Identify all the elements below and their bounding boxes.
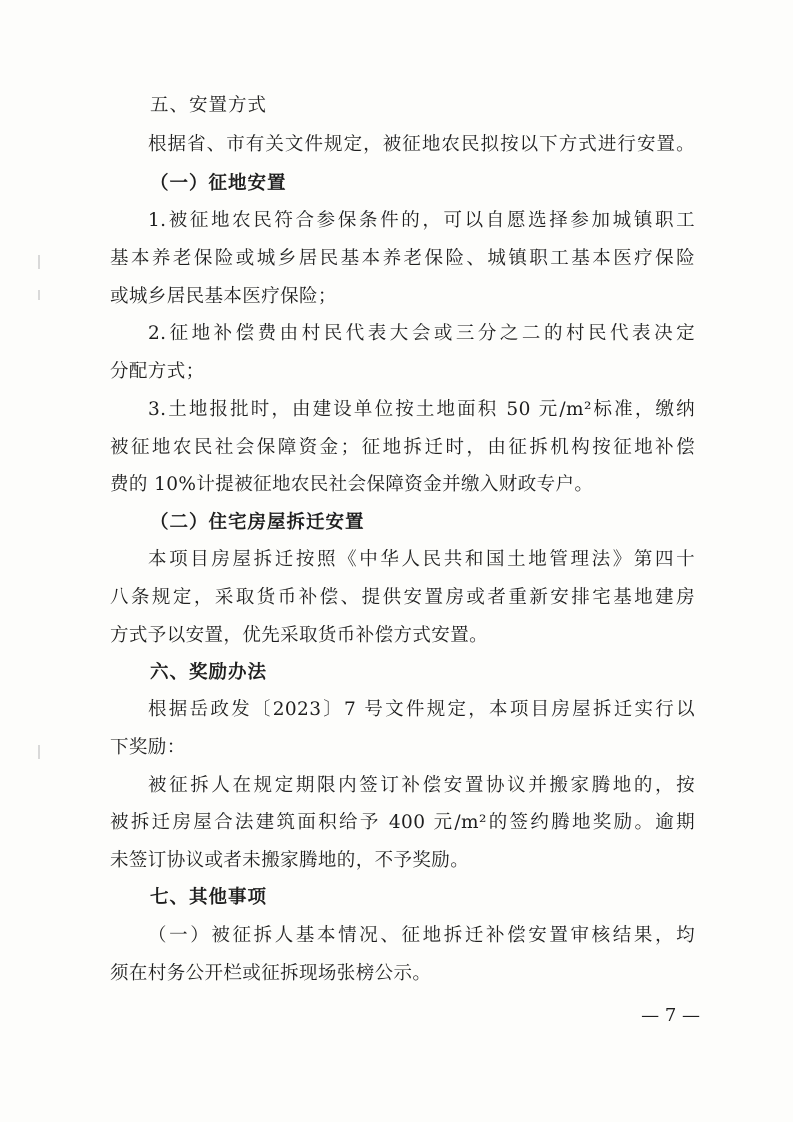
paragraph-line: 未签订协议或者未搬家腾地的，不予奖励。	[110, 850, 470, 871]
paragraph-line: （一）被征拆人基本情况、征地拆迁补偿安置审核结果，均	[148, 925, 695, 946]
subsection-1-heading: （一）征地安置	[150, 173, 287, 194]
paragraph-line: 本项目房屋拆迁按照《中华人民共和国土地管理法》第四十	[148, 549, 695, 570]
paragraph-line: 须在村务公开栏或征拆现场张榜公示。	[110, 963, 432, 984]
page-number: — 7 —	[641, 1005, 700, 1026]
scan-artifact	[38, 255, 40, 269]
section-5-heading: 五、安置方式	[150, 95, 268, 116]
section-7-heading: 七、其他事项	[150, 887, 268, 908]
paragraph-line: 根据岳政发〔2023〕7 号文件规定，本项目房屋拆迁实行以	[148, 699, 695, 720]
section-5-intro: 根据省、市有关文件规定，被征地农民拟按以下方式进行安置。	[148, 134, 695, 155]
paragraph-line: 下奖励：	[110, 737, 186, 758]
paragraph-line: 3.土地报批时，由建设单位按土地面积 50 元/m²标准，缴纳	[148, 399, 695, 420]
section-6-heading: 六、奖励办法	[150, 662, 268, 683]
subsection-2-heading: （二）住宅房屋拆迁安置	[150, 512, 365, 533]
paragraph-line: 或城乡居民基本医疗保险；	[110, 286, 337, 307]
paragraph-line: 方式予以安置，优先采取货币补偿方式安置。	[110, 625, 489, 646]
paragraph-line: 费的 10%计提被征地农民社会保障资金并缴入财政专户。	[110, 474, 594, 495]
paragraph-line: 基本养老保险或城乡居民基本养老保险、城镇职工基本医疗保险	[110, 248, 695, 269]
paragraph-line: 1.被征地农民符合参保条件的，可以自愿选择参加城镇职工	[148, 210, 695, 231]
scan-artifact	[38, 290, 40, 300]
paragraph-line: 分配方式；	[110, 361, 205, 382]
paragraph-line: 被拆迁房屋合法建筑面积给予 400 元/m²的签约腾地奖励。逾期	[110, 812, 695, 833]
scan-artifact	[38, 745, 40, 759]
paragraph-line: 八条规定，采取货币补偿、提供安置房或者重新安排宅基地建房	[110, 587, 695, 608]
paragraph-line: 被征拆人在规定期限内签订补偿安置协议并搬家腾地的，按	[148, 775, 695, 796]
paragraph-line: 被征地农民社会保障资金；征地拆迁时，由征拆机构按征地补偿	[110, 437, 695, 458]
paragraph-line: 2.征地补偿费由村民代表大会或三分之二的村民代表决定	[148, 323, 695, 344]
